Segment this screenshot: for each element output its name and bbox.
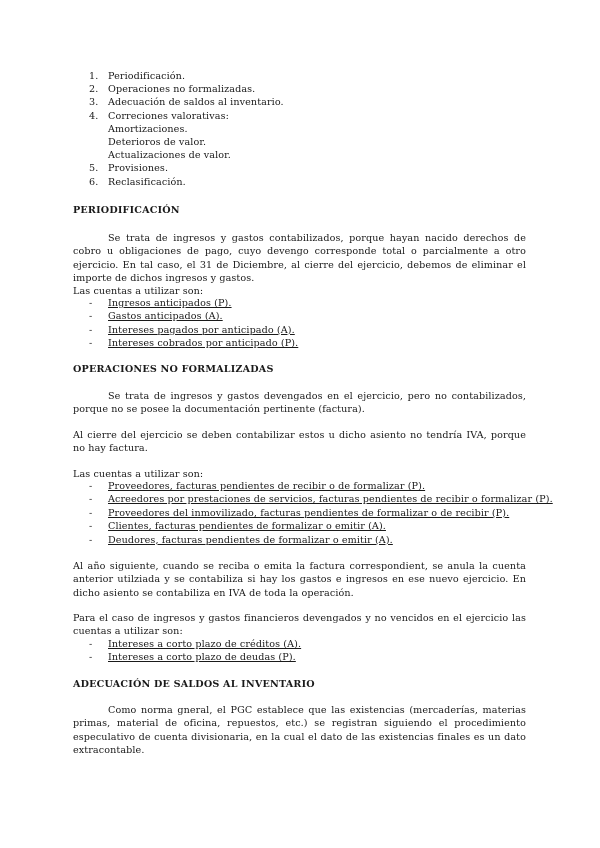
list-item: - Deudores, facturas pendientes de formalizar o emitir (A). xyxy=(89,534,393,546)
account-list xyxy=(89,638,301,665)
table-of-contents xyxy=(89,70,284,189)
list-item: - Proveedores del inmovilizado, facturas pendientes de formalizar o de recibir (P). xyxy=(89,507,510,519)
list-intro: Las cuentas a utilizar son: xyxy=(73,469,204,480)
list-intro: Las cuentas a utilizar son: xyxy=(73,286,204,297)
section-heading-periodificacion: PERIODIFICACIÓN xyxy=(73,205,180,216)
list-item: - Acreedores por prestaciones de servicios, facturas pendientes de recibir o formalizar (P). xyxy=(89,494,553,506)
section-heading-no-formalizadas: OPERACIONES NO FORMALIZADAS xyxy=(73,364,274,375)
account-list xyxy=(89,480,553,547)
list-item: - Intereses a corto plazo de deudas (P). xyxy=(89,652,296,664)
paragraph: Se trata de ingresos y gastos devengados en el ejercicio, pero no contabilizados, porque no se posee la documentación pertinente (factura). xyxy=(73,391,526,416)
list-item: - Gastos anticipados (A). xyxy=(89,311,223,323)
paragraph: Al cierre del ejercicio se deben contabilizar estos u dicho asiento no tendría IVA, porque no hay factura. xyxy=(73,430,526,455)
section-heading-adecuacion: ADECUACIÓN DE SALDOS AL INVENTARIO xyxy=(73,679,315,690)
toc-item: 3. Adecuación de saldos al inventario. xyxy=(89,97,284,109)
list-item: - Intereses cobrados por anticipado (P). xyxy=(89,338,299,350)
toc-subitem: Deterioros de valor. xyxy=(108,137,207,149)
toc-item: 1. Periodificación. xyxy=(89,71,186,82)
paragraph: Se trata de ingresos y gastos contabilizados, porque hayan nacido derechos de cobro u obligaciones de pago, cuyo devengo corresponde total o parcialmente a otro ejercicio. En tal caso, el 31 de Diciembre, al cierre del ejercicio, debemos de eliminar el importe de dichos ingresos y gastos. xyxy=(73,233,526,285)
toc-subitem: Amortizaciones. xyxy=(108,123,188,135)
list-item: - Intereses pagados por anticipado (A). xyxy=(89,324,295,336)
account-list xyxy=(89,297,298,351)
toc-item: 4. Correciones valorativas: xyxy=(89,110,229,122)
list-item: - Proveedores, facturas pendientes de recibir o de formalizar (P). xyxy=(89,481,426,492)
toc-item: 5. Provisiones. xyxy=(89,163,169,175)
paragraph: Al año siguiente, cuando se reciba o emita la factura correspondient, se anula la cuenta anterior utilziada y se contabiliza si hay los gastos e ingresos en ese nuevo ejercicio. En dicho asiento se contabiliza en IVA de toda la operación. xyxy=(73,561,526,599)
list-item: - Ingresos anticipados (P). xyxy=(89,298,232,309)
toc-item: 6. Reclasificación. xyxy=(89,176,186,188)
paragraph: Como norma gneral, el PGC establece que las existencias (mercaderías, materias primas, material de oficina, repuestos, etc.) se registran siguiendo el procedimiento especulativo de cuenta divisionaria, en la cual el dato de las existencias finales es un dato extracontable. xyxy=(73,705,526,757)
list-item: - Intereses a corto plazo de créditos (A). xyxy=(89,639,302,650)
list-item: - Clientes, facturas pendientes de formalizar o emitir (A). xyxy=(89,521,386,533)
paragraph: Para el caso de ingresos y gastos financieros devengados y no vencidos en el ejercicio las cuentas a utilizar son: xyxy=(73,613,526,638)
toc-item: 2. Operaciones no formalizadas. xyxy=(89,84,256,96)
toc-subitem: Actualizaciones de valor. xyxy=(108,150,231,162)
